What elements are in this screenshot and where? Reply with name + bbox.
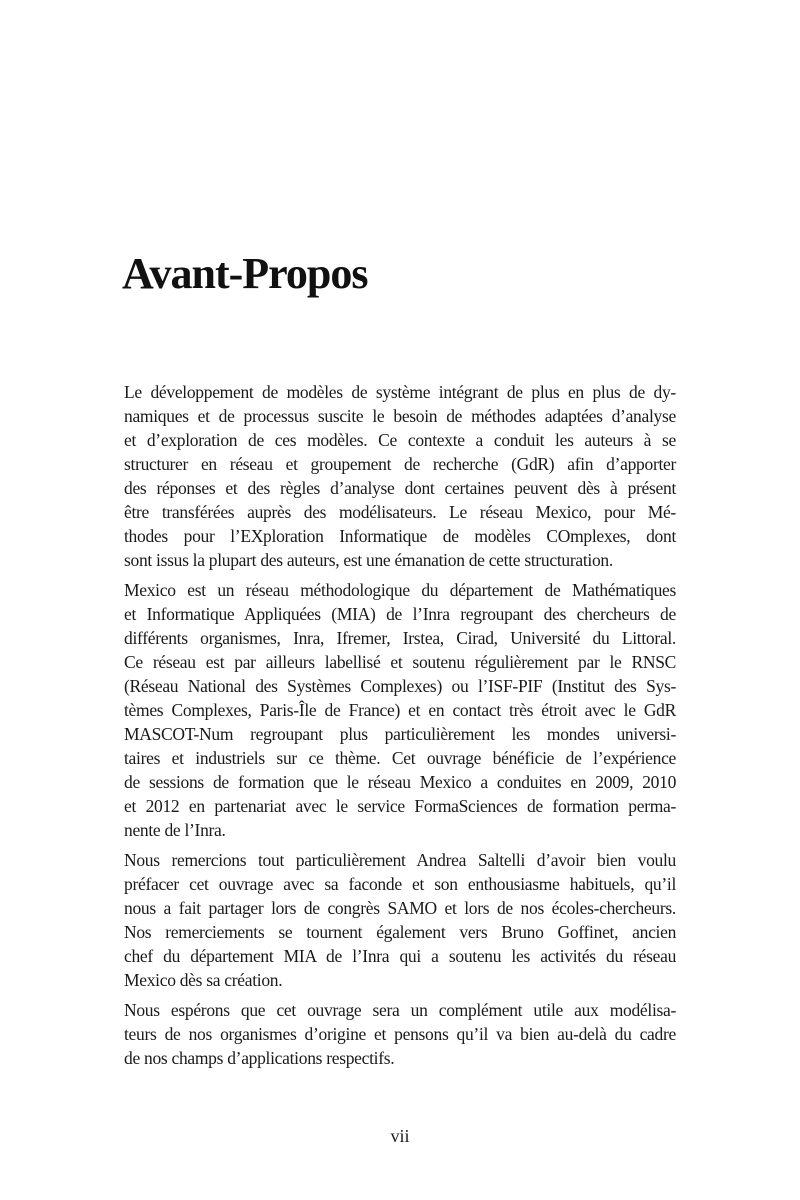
text-line: de nos champs d’applications respectifs. [124,1048,395,1068]
text-line: nous a fait partager lors de congrès SAMO et lors de nos écoles-chercheurs. [124,898,676,918]
text-line: sont issus la plupart des auteurs, est une émanation de cette structuration. [124,550,613,570]
paragraph [124,380,676,572]
text-line: préfacer cet ouvrage avec sa faconde et son enthousiasme habituels, qu’il [124,874,677,894]
text-line: Le développement de modèles de système intégrant de plus en plus de dy- [124,382,676,402]
text-line: de sessions de formation que le réseau Mexico a conduites en 2009, 2010 [124,772,677,792]
text-line: Nous espérons que cet ouvrage sera un complément utile aux modélisa- [124,1000,677,1020]
text-line: structurer en réseau et groupement de recherche (GdR) afin d’apporter [124,454,677,474]
text-line: taires et industriels sur ce thème. Cet ouvrage bénéficie de l’expérience [124,748,677,768]
text-line: Ce réseau est par ailleurs labellisé et soutenu régulièrement par le RNSC [124,652,677,672]
text-line: teurs de nos organismes d’origine et pensons qu’il va bien au-delà du cadre [124,1024,676,1044]
text-line: différents organismes, Inra, Ifremer, Irstea, Cirad, Université du Littoral. [124,628,677,648]
text-line: être transférées auprès des modélisateurs. Le réseau Mexico, pour Mé- [124,502,676,522]
page-number: vii [390,1126,410,1146]
text-line: et Informatique Appliquées (MIA) de l’Inra regroupant des chercheurs de [124,604,676,624]
text-line: des réponses et des règles d’analyse dont certaines peuvent dès à présent [124,478,677,498]
text-line: tèmes Complexes, Paris-Île de France) et en contact très étroit avec le GdR [124,700,676,720]
text-line: Mexico dès sa création. [124,970,283,990]
text-line: et 2012 en partenariat avec le service FormaSciences de formation perma- [124,796,677,816]
text-line: chef du département MIA de l’Inra qui a soutenu les activités du réseau [124,946,677,966]
text-line: thodes pour l’EXploration Informatique de modèles COmplexes, dont [124,526,677,546]
paragraphs-container [124,380,676,1076]
text-line: nente de l’Inra. [124,820,226,840]
text-line: et d’exploration de ces modèles. Ce contexte a conduit les auteurs à se [124,430,676,450]
text-line: Nous remercions tout particulièrement Andrea Saltelli d’avoir bien voulu [124,850,676,870]
paragraph [124,998,676,1070]
paragraph [124,848,676,992]
text-line: namiques et de processus suscite le besoin de méthodes adaptées d’analyse [124,406,676,426]
page-title: Avant-Propos [122,249,368,298]
text-line: MASCOT-Num regroupant plus particulièrement les mondes universi- [124,724,676,744]
text-line: (Réseau National des Systèmes Complexes) ou l’ISF-PIF (Institut des Sys- [124,676,677,696]
paragraph [124,578,676,842]
text-line: Nos remerciements se tournent également vers Bruno Goffinet, ancien [124,922,677,942]
text-line: Mexico est un réseau méthodologique du département de Mathématiques [124,580,677,600]
